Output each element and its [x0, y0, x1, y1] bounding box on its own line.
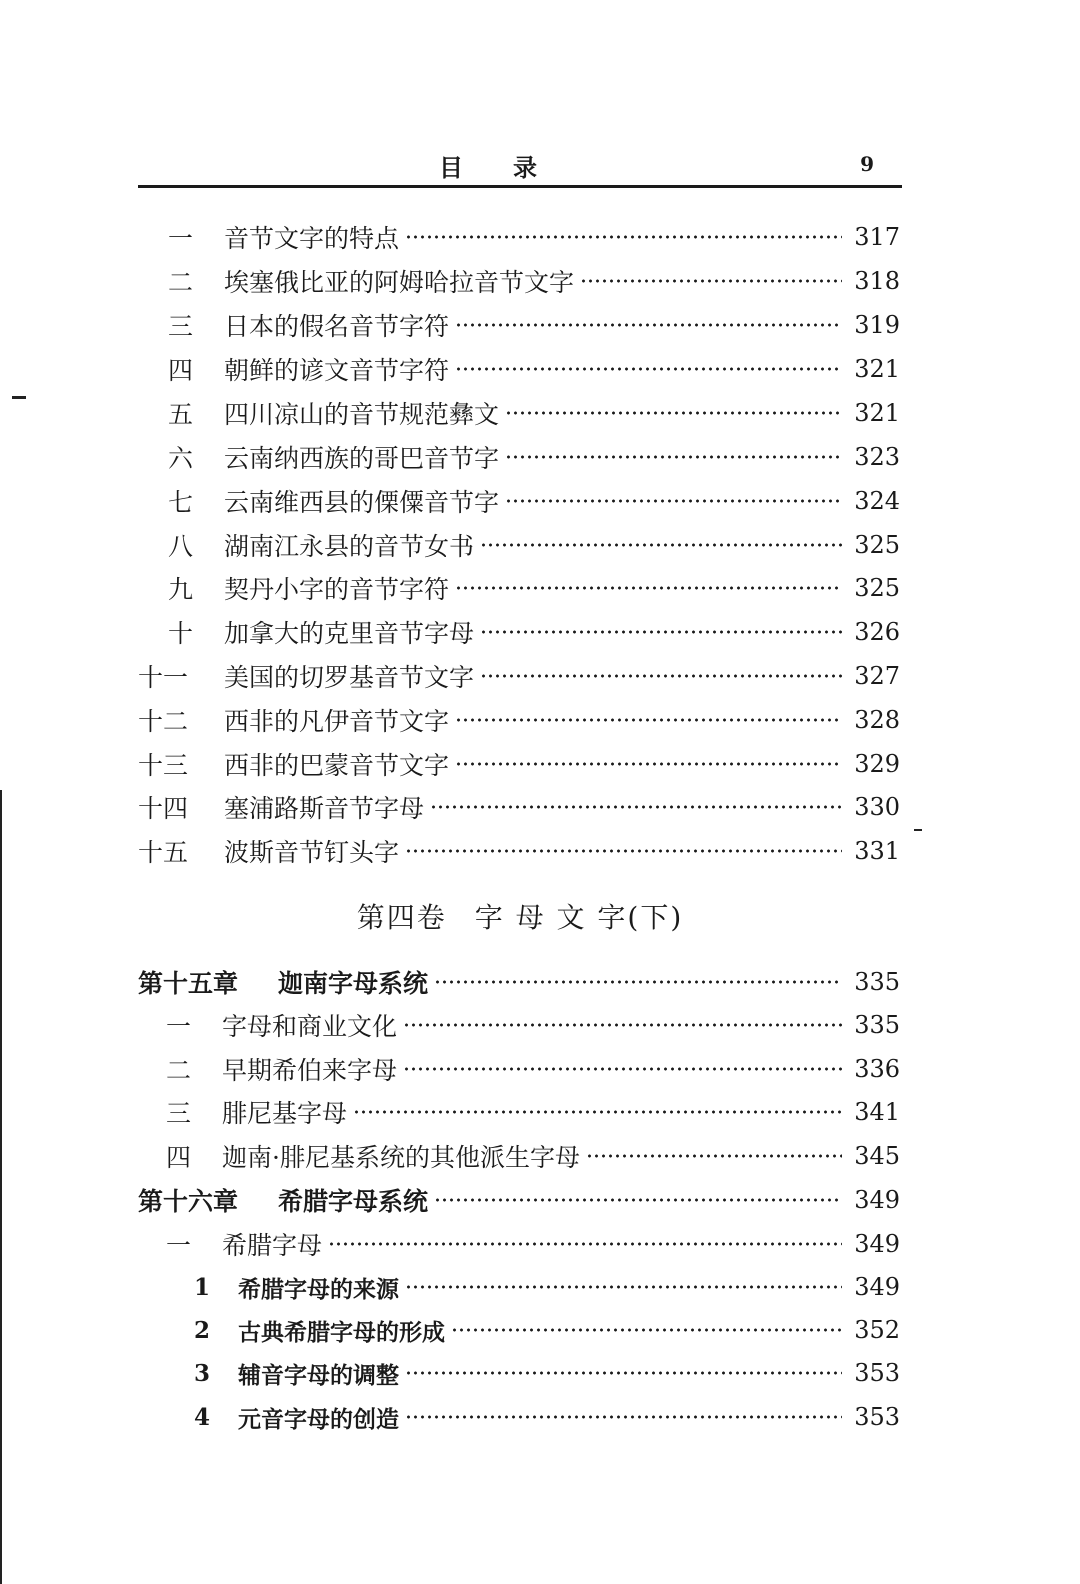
volume-heading — [0, 896, 1040, 936]
entry-page: 328 — [854, 706, 900, 734]
entry-number: 四 — [168, 356, 194, 385]
entry-number: 十二 — [138, 707, 189, 736]
dot-leader — [403, 1067, 842, 1071]
dot-leader — [405, 1285, 842, 1289]
dot-leader — [505, 411, 842, 415]
entry-number: 二 — [166, 1056, 192, 1085]
subentry-title: 元音字母的创造 — [238, 1401, 401, 1434]
toc-entry[interactable] — [0, 1005, 1080, 1045]
dot-leader — [403, 1023, 842, 1027]
dot-leader — [434, 1198, 842, 1202]
toc-entry[interactable] — [0, 656, 1080, 696]
entry-title: 云南维西县的傈僳音节字 — [224, 483, 501, 519]
subentry-number: 1 — [194, 1273, 211, 1301]
dot-leader — [586, 1154, 842, 1158]
dot-leader — [455, 586, 842, 590]
entry-number: 九 — [168, 575, 194, 604]
entry-number: 二 — [168, 268, 194, 297]
dot-leader — [480, 674, 842, 678]
header-rule — [138, 185, 902, 188]
entry-number: 五 — [168, 400, 194, 429]
subentry-title: 希腊字母的来源 — [238, 1271, 401, 1304]
header-title: 目录 — [439, 153, 587, 182]
entry-page: 324 — [854, 487, 900, 515]
dot-leader — [455, 718, 842, 722]
toc-entry[interactable] — [0, 217, 1080, 257]
entry-number: 三 — [166, 1099, 192, 1128]
toc-entry[interactable] — [0, 831, 1080, 871]
toc-subentry[interactable] — [0, 1310, 1080, 1350]
entry-number: 十四 — [138, 794, 189, 823]
header-page-number: 9 — [860, 152, 874, 176]
entry-title: 日本的假名音节字符 — [224, 307, 451, 343]
dot-leader — [430, 805, 842, 809]
entry-page: 325 — [854, 531, 900, 559]
dot-leader — [480, 543, 842, 547]
subentry-number: 4 — [194, 1403, 211, 1431]
toc-entry[interactable] — [0, 437, 1080, 477]
entry-title: 西非的凡伊音节文字 — [224, 702, 451, 738]
chapter-number: 第十六章 — [138, 1187, 239, 1216]
entry-title: 字母和商业文化 — [222, 1007, 399, 1043]
entry-page: 321 — [854, 399, 900, 427]
entry-title: 希腊字母 — [222, 1226, 324, 1262]
dot-leader — [505, 499, 842, 503]
dot-leader — [505, 455, 842, 459]
entry-title: 迦南·腓尼基系统的其他派生字母 — [222, 1138, 582, 1174]
entry-number: 十 — [168, 619, 194, 648]
running-header — [138, 148, 902, 182]
dot-leader — [480, 630, 842, 634]
chapter-number: 第十五章 — [138, 969, 239, 998]
toc-subentry[interactable] — [0, 1397, 1080, 1437]
toc-entry[interactable] — [0, 481, 1080, 521]
dot-leader — [405, 1371, 842, 1375]
entry-number: 一 — [166, 1231, 192, 1260]
subentry-page: 353 — [854, 1359, 900, 1387]
entry-title: 音节文字的特点 — [224, 219, 401, 255]
entry-number: 三 — [168, 312, 194, 341]
entry-title: 腓尼基字母 — [222, 1094, 349, 1130]
toc-entry[interactable] — [0, 700, 1080, 740]
subentry-number: 3 — [194, 1359, 211, 1387]
dot-leader — [580, 279, 842, 283]
entry-title: 西非的巴蒙音节文字 — [224, 746, 451, 782]
toc-entry[interactable] — [0, 1049, 1080, 1089]
entry-number: 十五 — [138, 838, 189, 867]
entry-page: 318 — [854, 267, 900, 295]
entry-page: 330 — [854, 793, 900, 821]
entry-page: 325 — [854, 574, 900, 602]
entry-number: 十三 — [138, 751, 189, 780]
entry-page: 329 — [854, 750, 900, 778]
toc-entry[interactable] — [0, 787, 1080, 827]
subentry-title: 古典希腊字母的形成 — [238, 1314, 447, 1347]
entry-page: 319 — [854, 311, 900, 339]
entry-title: 美国的切罗基音节文字 — [224, 658, 476, 694]
dot-leader — [455, 762, 842, 766]
dot-leader — [405, 849, 842, 853]
entry-page: 326 — [854, 618, 900, 646]
dot-leader — [328, 1242, 842, 1246]
dot-leader — [455, 367, 842, 371]
entry-number: 八 — [168, 532, 194, 561]
entry-page: 327 — [854, 662, 900, 690]
entry-title: 四川凉山的音节规范彝文 — [224, 395, 501, 431]
entry-title: 加拿大的克里音节字母 — [224, 614, 476, 650]
toc-entry[interactable] — [0, 393, 1080, 433]
chapter-page: 349 — [854, 1186, 900, 1214]
toc-subentry[interactable] — [0, 1353, 1080, 1393]
dot-leader — [451, 1328, 842, 1332]
entry-title: 埃塞俄比亚的阿姆哈拉音节文字 — [224, 263, 576, 299]
entry-number: 一 — [168, 224, 194, 253]
entry-page: 349 — [854, 1230, 900, 1258]
toc-entry[interactable] — [0, 261, 1080, 301]
entry-title: 波斯音节钉头字 — [224, 833, 401, 869]
entry-title: 云南纳西族的哥巴音节字 — [224, 439, 501, 475]
entry-page: 321 — [854, 355, 900, 383]
subentry-page: 352 — [854, 1316, 900, 1344]
chapter-title: 迦南字母系统 — [278, 964, 430, 1000]
subentry-number: 2 — [194, 1316, 211, 1344]
entry-page: 336 — [854, 1055, 900, 1083]
entry-title: 契丹小字的音节字符 — [224, 570, 451, 606]
toc-entry[interactable] — [0, 349, 1080, 389]
entry-title: 早期希伯来字母 — [222, 1051, 399, 1087]
subentry-page: 349 — [854, 1273, 900, 1301]
dot-leader — [405, 235, 842, 239]
toc-entry[interactable] — [0, 1092, 1080, 1132]
toc-entry[interactable] — [0, 1136, 1080, 1176]
entry-number: 六 — [168, 444, 194, 473]
volume-label: 第四卷 — [356, 901, 447, 934]
toc-entry[interactable] — [0, 744, 1080, 784]
entry-title: 湖南江永县的音节女书 — [224, 527, 476, 563]
chapter-title: 希腊字母系统 — [278, 1182, 430, 1218]
entry-page: 317 — [854, 223, 900, 251]
dot-leader — [434, 980, 842, 984]
toc-chapter[interactable] — [0, 1180, 1080, 1220]
subentry-page: 353 — [854, 1403, 900, 1431]
entry-page: 323 — [854, 443, 900, 471]
toc-entry[interactable] — [0, 305, 1080, 345]
entry-page: 335 — [854, 1011, 900, 1039]
chapter-page: 335 — [854, 968, 900, 996]
toc-entry[interactable] — [0, 612, 1080, 652]
entry-number: 七 — [168, 488, 194, 517]
toc-subentry[interactable] — [0, 1267, 1080, 1307]
entry-title: 朝鲜的谚文音节字符 — [224, 351, 451, 387]
entry-title: 塞浦路斯音节字母 — [224, 789, 426, 825]
toc-entry[interactable] — [0, 568, 1080, 608]
dot-leader — [405, 1415, 842, 1419]
dot-leader — [455, 323, 842, 327]
entry-number: 四 — [166, 1143, 192, 1172]
entry-page: 341 — [854, 1098, 900, 1126]
dot-leader — [353, 1110, 842, 1114]
toc-chapter[interactable] — [0, 962, 1080, 1002]
toc-entry[interactable] — [0, 525, 1080, 565]
subentry-title: 辅音字母的调整 — [238, 1357, 401, 1390]
toc-entry[interactable] — [0, 1224, 1080, 1264]
entry-number: 十一 — [138, 663, 189, 692]
entry-page: 331 — [854, 837, 900, 865]
entry-page: 345 — [854, 1142, 900, 1170]
volume-title: 字 母 文 字(下) — [474, 901, 684, 934]
entry-number: 一 — [166, 1012, 192, 1041]
